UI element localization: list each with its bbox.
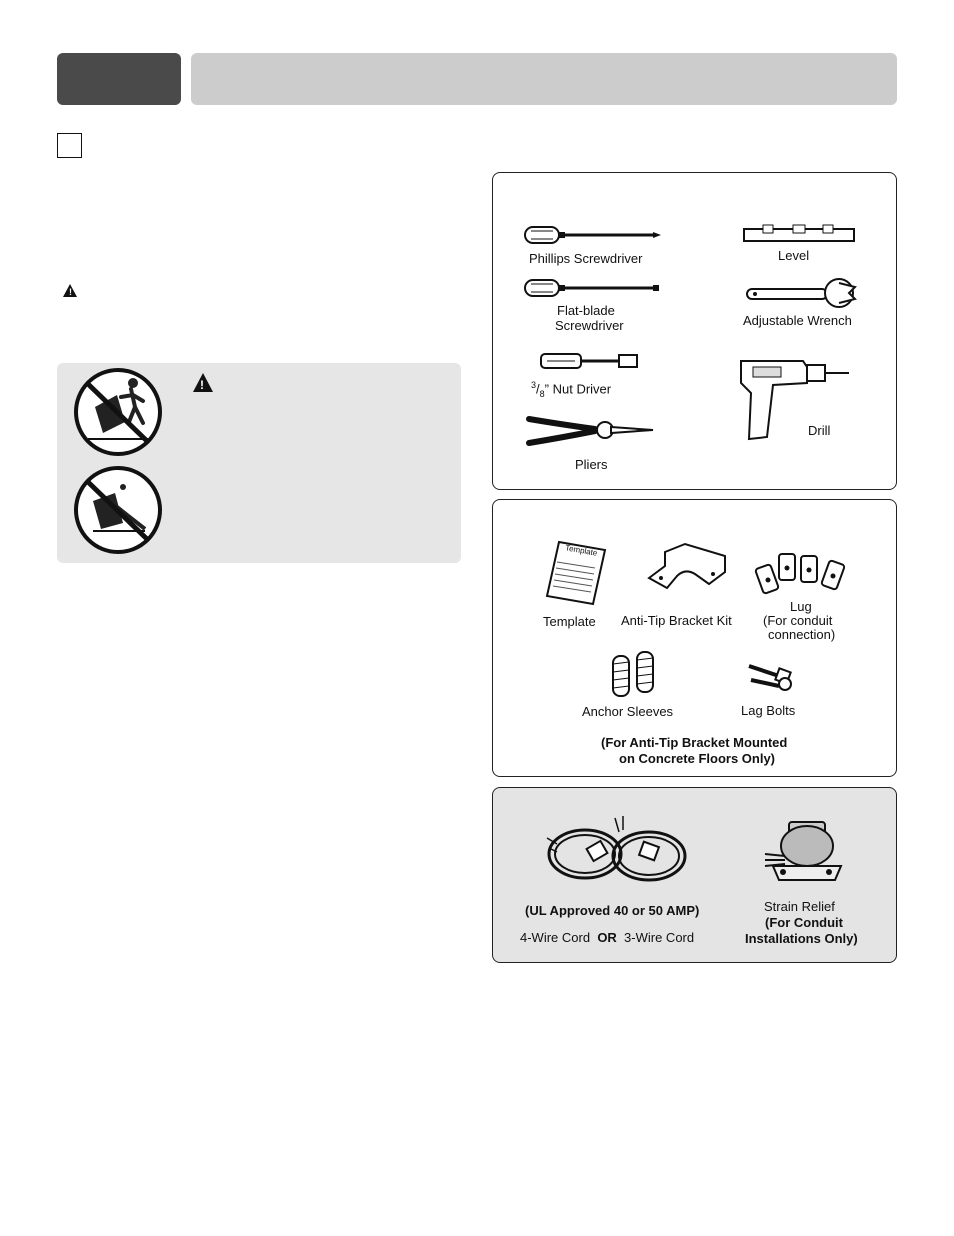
template-label: Template (543, 614, 596, 629)
lug-icon (755, 550, 851, 596)
electrical-requirements-panel (492, 787, 897, 963)
tools-needed-panel (492, 172, 897, 490)
nut-driver-text: ” Nut Driver (544, 381, 612, 397)
lug-note-line2: connection) (768, 627, 836, 642)
caution-triangle-icon: ! (193, 373, 213, 392)
drill-icon (733, 353, 853, 443)
flat-blade-label-line2: Screwdriver (555, 318, 624, 333)
power-cord-icon (545, 814, 690, 884)
adjustable-wrench-label: Adjustable Wrench (743, 313, 852, 328)
cord-or-label: OR (597, 930, 617, 945)
pliers-icon (525, 411, 657, 451)
cord-options-label (520, 930, 694, 945)
level-icon (743, 223, 855, 243)
nut-driver-fraction-num: 3 (531, 380, 537, 390)
nut-driver-label: $^3/_8$” Nut Driver (531, 380, 612, 399)
warning-icon: ! (63, 284, 77, 297)
concrete-note-line1: (For Anti-Tip Bracket Mounted (601, 735, 788, 750)
no-tipping-pictogram-icon (73, 465, 163, 555)
lug-label: Lug (790, 599, 812, 614)
anti-tip-bracket-icon (645, 542, 731, 592)
anchor-sleeves-label: Anchor Sleeves (582, 704, 674, 719)
cord-4wire-label: 4-Wire Cord (520, 930, 591, 945)
lag-bolts-label: Lag Bolts (741, 703, 796, 718)
anchor-sleeves-icon (609, 650, 659, 698)
drill-label: Drill (808, 423, 831, 438)
section-title-bar (191, 53, 897, 105)
lag-bolts-icon (743, 658, 797, 692)
nut-driver-fraction-den: 8 (539, 388, 545, 399)
nut-driver-icon (539, 351, 639, 371)
section-tab-dark (57, 53, 181, 105)
cord-3wire-label: 3-Wire Cord (624, 930, 695, 945)
strain-relief-label: Strain Relief (764, 899, 835, 914)
lug-note-line1: (For conduit (763, 613, 833, 628)
tip-over-warning-panel (57, 363, 461, 563)
flat-blade-label-line1: Flat-blade (557, 303, 615, 318)
strain-note-line1: (For Conduit (765, 915, 843, 930)
cord-rating-label: (UL Approved 40 or 50 AMP) (525, 903, 700, 918)
anti-tip-bracket-label: Anti-Tip Bracket Kit (621, 613, 732, 628)
pliers-label: Pliers (575, 457, 608, 472)
strain-relief-icon (763, 816, 847, 888)
no-climbing-pictogram-icon (73, 367, 163, 457)
parts-supplied-panel (492, 499, 897, 777)
phillips-screwdriver-label: Phillips Screwdriver (529, 251, 643, 266)
strain-note-line2: Installations Only) (745, 931, 858, 946)
level-label: Level (778, 248, 810, 263)
flat-blade-screwdriver-icon (523, 277, 663, 299)
concrete-note-line2: on Concrete Floors Only) (619, 751, 776, 766)
template-doc-title: Template (564, 543, 599, 558)
step-checkbox[interactable] (57, 133, 82, 158)
phillips-screwdriver-icon (523, 223, 663, 247)
adjustable-wrench-icon (743, 277, 861, 309)
